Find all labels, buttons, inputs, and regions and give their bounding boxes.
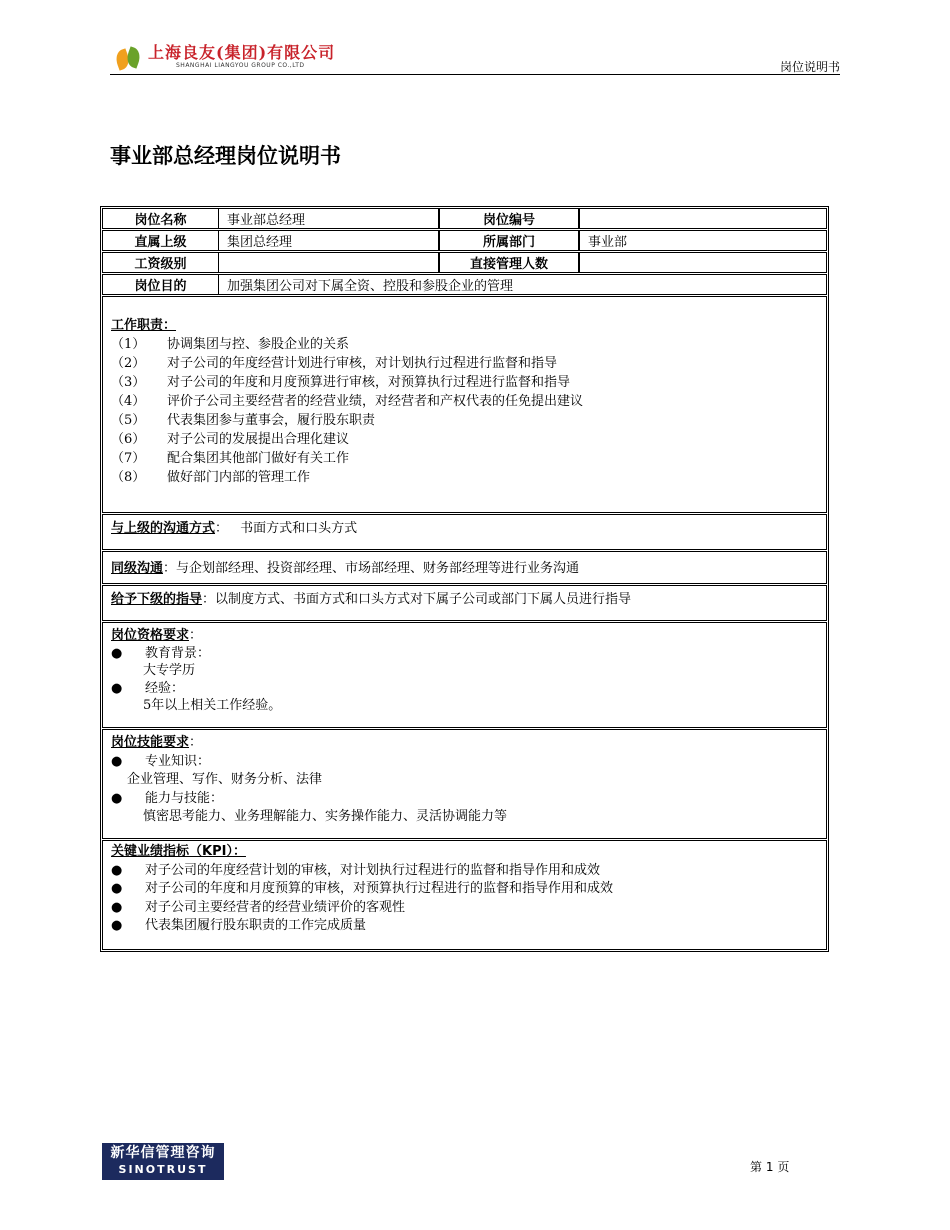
row-superior: [102, 230, 827, 251]
duty-text: 对子公司的年度经营计划进行审核，对计划执行过程进行监督和指导: [167, 356, 558, 371]
duty-number: （3）: [111, 375, 146, 390]
duty-item: [111, 335, 818, 354]
purpose-label: 岗位目的: [103, 275, 219, 294]
duty-text: 协调集团与控、参股企业的关系: [167, 337, 350, 352]
comm-superior-label: 与上级的沟通方式: [111, 521, 216, 536]
job-description-table: [100, 206, 829, 952]
duty-text: 对子公司的发展提出合理化建议: [167, 432, 350, 447]
row-salary: [102, 252, 827, 273]
duty-item: [111, 392, 818, 411]
consultant-logo-cn: 新华信管理咨询: [110, 1145, 216, 1161]
comm-superior-section: 与上级的沟通方式： 书面方式和口头方式: [102, 514, 827, 550]
kpi-text: 对子公司的年度经营计划的审核，对计划执行过程进行的监督和指导作用和成效: [145, 862, 601, 878]
duty-number: （8）: [111, 470, 146, 485]
kpi-text: 代表集团履行股东职责的工作完成质量: [145, 918, 367, 933]
duty-text: 评价子公司主要经营者的经营业绩，对经营者和产权代表的任免提出建议: [167, 394, 584, 409]
number-value: [579, 209, 826, 228]
duty-number: （4）: [111, 394, 146, 409]
duty-item: [111, 430, 818, 449]
position-value: 事业部总经理: [219, 209, 439, 228]
bullet-icon: ●: [111, 899, 123, 915]
duty-item: [111, 354, 818, 373]
duties-list: [111, 335, 818, 487]
bullet-icon: ●: [111, 862, 123, 878]
bullet-icon: ●: [111, 918, 123, 933]
exp-value: 5年以上相关工作经验。: [143, 698, 282, 713]
qualification-section: 岗位资格要求： ● 教育背景： 大专学历 ● 经验： 5年以上相关工作经验。: [102, 622, 827, 728]
edu-value: 大专学历: [143, 663, 196, 678]
ability-value: 慎密思考能力、业务理解能力、实务操作能力、灵活协调能力等: [143, 809, 508, 824]
kpi-item: [111, 917, 818, 936]
duty-item: [111, 373, 818, 392]
guide-sub-text: 以制度方式、书面方式和口头方式对下属子公司或部门下属人员进行指导: [215, 592, 632, 607]
duty-number: （6）: [111, 432, 146, 447]
skills-heading: 岗位技能要求: [111, 735, 190, 750]
duty-number: （5）: [111, 413, 146, 428]
company-logo: [114, 44, 335, 74]
qualification-heading: 岗位资格要求: [111, 628, 190, 643]
bullet-icon: ●: [111, 680, 123, 696]
kpi-heading: 关键业绩指标（KPI）：: [111, 844, 246, 859]
duty-text: 做好部门内部的管理工作: [167, 470, 311, 485]
comm-peer-section: 同级沟通：与企划部经理、投资部经理、市场部经理、财务部经理等进行业务沟通: [102, 551, 827, 584]
duty-item: [111, 411, 818, 430]
comm-peer-text: 与企划部经理、投资部经理、市场部经理、财务部经理等进行业务沟通: [176, 561, 580, 576]
duty-text: 配合集团其他部门做好有关工作: [167, 451, 350, 466]
row-position: [102, 208, 827, 229]
duty-number: （2）: [111, 356, 146, 371]
doc-type: 岗位说明书: [779, 60, 840, 74]
dept-value: 事业部: [579, 231, 826, 250]
comm-peer-label: 同级沟通: [111, 561, 164, 576]
duty-text: 代表集团参与董事会，履行股东职责: [167, 413, 376, 428]
superior-value: 集团总经理: [219, 231, 439, 250]
page-title: 事业部总经理岗位说明书: [110, 144, 341, 168]
kpi-section: [102, 840, 827, 950]
bullet-icon: ●: [111, 753, 123, 769]
direct-value: [579, 253, 826, 272]
kpi-item: [111, 899, 818, 918]
bullet-icon: ●: [111, 881, 123, 896]
ability-label: 能力与技能：: [145, 790, 224, 806]
duties-section: [102, 296, 827, 513]
know-value: 企业管理、写作、财务分析、法律: [127, 772, 323, 787]
dept-label: 所属部门: [439, 231, 579, 250]
page-number: 第 1 页: [750, 1160, 790, 1174]
position-label: 岗位名称: [103, 209, 219, 228]
salary-value: [219, 253, 439, 272]
consultant-logo-en: SINOTRUST: [118, 1163, 208, 1176]
duty-number: （7）: [111, 451, 146, 466]
bullet-icon: ●: [111, 790, 123, 806]
direct-label: 直接管理人数: [439, 253, 579, 272]
salary-label: 工资级别: [103, 253, 219, 272]
duty-item: [111, 449, 818, 468]
company-name-cn: 上海良友(集团)有限公司: [148, 43, 336, 62]
kpi-text: 对子公司主要经营者的经营业绩评价的客观性: [145, 899, 406, 915]
purpose-value: 加强集团公司对下属全资、控股和参股企业的管理: [227, 279, 514, 294]
duty-item: [111, 468, 818, 487]
leaf-logo-icon: [114, 44, 144, 70]
guide-sub-section: 给予下级的指导：以制度方式、书面方式和口头方式对下属子公司或部门下属人员进行指导: [102, 585, 827, 621]
kpi-text: 对子公司的年度和月度预算的审核，对预算执行过程进行的监督和指导作用和成效: [145, 881, 614, 896]
consultant-logo: [102, 1143, 224, 1180]
row-purpose: [102, 274, 827, 295]
kpi-item: [111, 880, 818, 899]
page-header: [110, 44, 840, 75]
number-label: 岗位编号: [439, 209, 579, 228]
comm-superior-text: 书面方式和口头方式: [240, 521, 358, 536]
guide-sub-label: 给予下级的指导: [111, 592, 203, 607]
superior-label: 直属上级: [103, 231, 219, 250]
know-label: 专业知识：: [145, 753, 211, 769]
duty-text: 对子公司的年度和月度预算进行审核，对预算执行过程进行监督和指导: [167, 375, 571, 390]
kpi-list: [111, 862, 818, 936]
duty-number: （1）: [111, 337, 146, 352]
skills-section: 岗位技能要求： ● 专业知识： 企业管理、写作、财务分析、法律 ● 能力与技能： 慎密思考能力、业务理解能力、实务操作能力、灵活协调能力等: [102, 729, 827, 839]
edu-label: 教育背景：: [145, 645, 211, 661]
kpi-item: [111, 862, 818, 881]
exp-label: 经验：: [145, 680, 185, 696]
bullet-icon: ●: [111, 645, 123, 661]
company-name-en: SHANGHAI LIANGYOU GROUP CO.,LTD: [176, 62, 305, 69]
duties-heading: 工作职责：: [111, 318, 177, 333]
